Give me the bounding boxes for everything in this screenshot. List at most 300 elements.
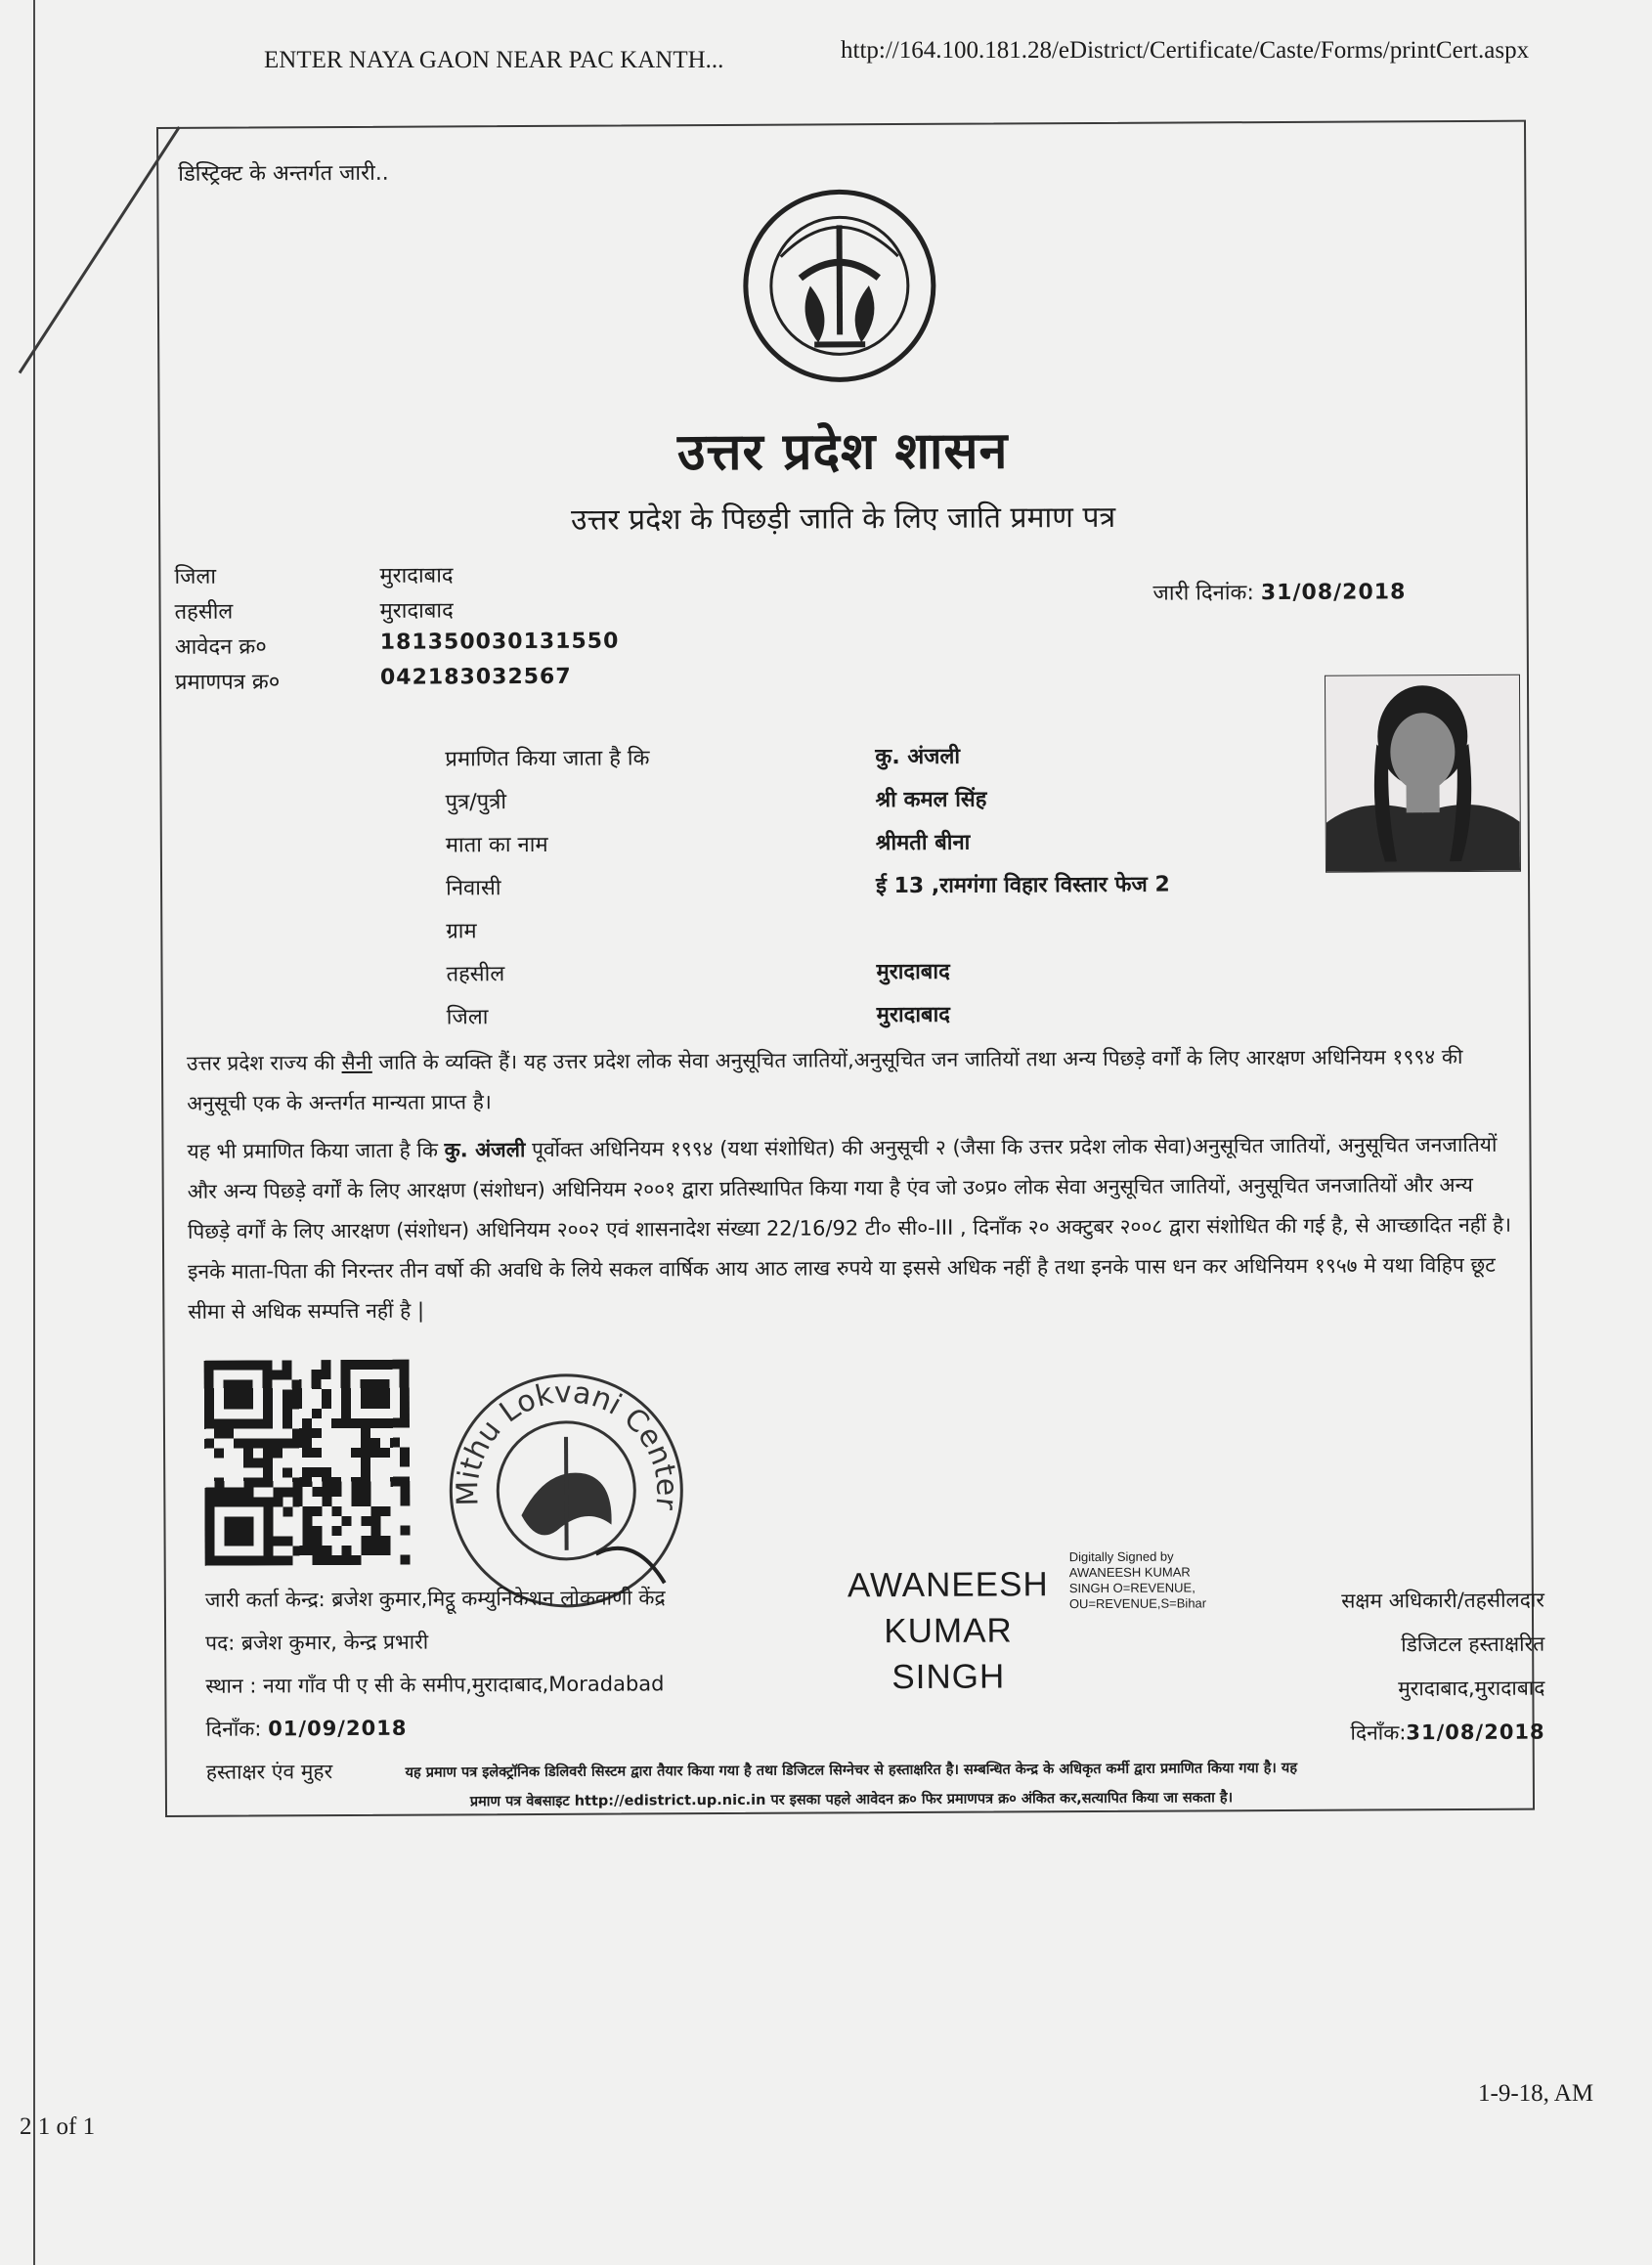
qr-module xyxy=(253,1418,263,1428)
qr-module xyxy=(214,1498,224,1507)
qr-module xyxy=(341,1370,351,1379)
qr-module xyxy=(263,1438,273,1448)
qr-module xyxy=(292,1428,302,1438)
qr-module xyxy=(205,1546,215,1556)
qr-module xyxy=(361,1428,370,1438)
qr-module xyxy=(283,1487,292,1497)
qr-module xyxy=(342,1555,352,1565)
qr-module xyxy=(224,1390,234,1400)
applicant-photo xyxy=(1325,675,1521,873)
qr-module xyxy=(234,1517,243,1527)
qr-module xyxy=(341,1418,351,1428)
qr-module xyxy=(253,1458,263,1467)
qr-module xyxy=(263,1467,273,1477)
qr-module xyxy=(400,1409,410,1418)
qr-module xyxy=(204,1498,214,1507)
qr-module xyxy=(243,1526,253,1536)
qr-module xyxy=(204,1371,214,1380)
certificate-subtitle: उत्तर प्रदेश के पिछड़ी जाति के लिए जाति प्रमाण पत्र xyxy=(571,500,1116,538)
qr-module xyxy=(401,1555,411,1565)
qr-module xyxy=(243,1390,253,1400)
qr-module xyxy=(400,1526,410,1536)
qr-module xyxy=(361,1516,370,1526)
qr-module xyxy=(253,1497,263,1506)
qr-module xyxy=(225,1537,235,1546)
qr-module xyxy=(283,1389,292,1399)
qr-module xyxy=(234,1439,243,1449)
qr-module xyxy=(263,1516,273,1526)
caste-name: सैनी xyxy=(341,1050,372,1075)
qr-module xyxy=(243,1380,253,1390)
qr-module xyxy=(243,1361,253,1371)
qr-module xyxy=(283,1360,292,1370)
qr-module xyxy=(263,1497,273,1506)
qr-module xyxy=(253,1477,263,1487)
notice-line[interactable]: प्रमाण पत्र वेबसाइट http://edistrict.up.nic.in पर इसका पहले आवेदन क्र० फिर प्रमाणपत्र क्र० अंकित कर,सत्यापित किया जा सकता है। xyxy=(469,1790,1234,1810)
authority-date-value: 31/08/2018 xyxy=(1406,1720,1545,1745)
meta-label: तहसील xyxy=(174,599,234,625)
qr-module xyxy=(313,1546,323,1555)
qr-module xyxy=(273,1497,283,1506)
qr-module xyxy=(322,1399,331,1409)
qr-module xyxy=(224,1429,234,1439)
qr-module xyxy=(263,1448,273,1458)
qr-module xyxy=(370,1438,380,1448)
qr-module xyxy=(380,1389,390,1399)
issuer-signature-label: हस्ताक्षर एंव मुहर xyxy=(205,1760,333,1784)
qr-module xyxy=(361,1487,370,1497)
qr-module xyxy=(341,1399,351,1409)
qr-module xyxy=(283,1409,292,1418)
detail-label: जिला xyxy=(446,1005,489,1030)
detail-label: माता का नाम xyxy=(445,832,548,858)
qr-module xyxy=(312,1409,322,1418)
certificate xyxy=(156,120,1545,1817)
qr-module xyxy=(322,1389,331,1399)
qr-module xyxy=(235,1537,244,1546)
para2-text: पूर्वोक्त अधिनियम १९९४ (यथा संशोधित) की अनुसूची २ (जैसा कि उत्तर प्रदेश लोक सेवा)अनुसूचित जातियों, अनुसूचित जनजातियों और अन्य पिछड़े वर्गों के लिए आरक्षण (संशोधन) अधिनियम २००१ द्वारा प्रतिस्थापित किया गया है एंव जो उ०प्र० लोक सेवा अनुसूचित जातियों, अनुसूचित जनजातियों और अन्य पिछड़े वर्गों के लिए आरक्षण (संशोधन) अधिनियम २००२ एवं शासनादेश संख्या 22/16/92 टी० सी०-III , दिनाँक २० अक्टुबर २००८ द्वारा संशोधित की गई है, से आच्छादित नहीं है।इनके माता-पिता की निरन्तर तीन वर्षो की अवधि के लिये सकल वार्षिक आय आठ लाख रुपये या इससे अधिक नहीं है तथा इनके पास धन कर अधिनियम १९५७ मे यथा विहिप छूट सीमा से अधिक सम्पत्ति नहीं है | xyxy=(187,1132,1512,1324)
digital-signature-details xyxy=(1069,1548,1265,1612)
detail-row-mother xyxy=(446,825,1228,868)
qr-module xyxy=(371,1536,381,1546)
qr-module xyxy=(361,1477,370,1487)
authority-place: मुरादाबाद,मुरादाबाद xyxy=(1398,1676,1545,1701)
qr-module xyxy=(224,1527,234,1537)
issuer-date-value: 01/09/2018 xyxy=(268,1716,408,1741)
application-number: 181350030131550 xyxy=(379,629,620,655)
qr-module xyxy=(341,1379,351,1389)
qr-module xyxy=(400,1487,410,1497)
digital-signature-line: SINGH O=REVENUE, xyxy=(1068,1580,1196,1596)
qr-module xyxy=(204,1517,214,1527)
qr-module xyxy=(312,1448,322,1458)
meta-row-district xyxy=(174,558,761,596)
qr-module xyxy=(400,1389,410,1399)
qr-module xyxy=(302,1526,312,1536)
qr-module xyxy=(243,1516,253,1526)
qr-module xyxy=(312,1506,322,1516)
qr-module xyxy=(312,1370,322,1379)
qr-module xyxy=(331,1506,341,1516)
qr-module xyxy=(331,1487,341,1497)
qr-module xyxy=(331,1526,341,1536)
detail-row-residence xyxy=(446,868,1228,911)
qr-module xyxy=(204,1419,214,1429)
detail-value: कु. अंजली xyxy=(875,744,961,770)
meta-label: आवेदन क्र० xyxy=(174,634,267,660)
qr-module xyxy=(361,1389,370,1399)
meta-row-certificate-no xyxy=(175,664,761,702)
caste-recognition-paragraph xyxy=(187,1037,1516,1124)
qr-module xyxy=(204,1400,214,1410)
qr-module xyxy=(263,1506,273,1516)
qr-module xyxy=(274,1555,283,1565)
qr-module xyxy=(254,1555,264,1565)
qr-module xyxy=(263,1477,273,1487)
qr-module xyxy=(312,1467,322,1477)
qr-module xyxy=(332,1555,342,1565)
qr-module xyxy=(204,1390,214,1400)
up-government-emblem-icon xyxy=(741,188,937,384)
qr-module xyxy=(302,1448,312,1458)
qr-module xyxy=(274,1536,283,1546)
qr-module xyxy=(243,1487,253,1497)
print-page-number: 2 1 of 1 xyxy=(20,2113,96,2140)
browser-header-url: http://164.100.181.28/eDistrict/Certificate/Caste/Forms/printCert.aspx xyxy=(841,37,1530,64)
qr-module xyxy=(341,1389,351,1399)
qr-module xyxy=(351,1477,361,1487)
qr-module xyxy=(214,1419,224,1429)
qr-module xyxy=(302,1418,312,1428)
qr-module xyxy=(253,1360,263,1370)
authority-title: सक्षम अधिकारी/तहसीलदार xyxy=(1341,1588,1544,1613)
qr-module xyxy=(400,1497,410,1506)
qr-module xyxy=(204,1410,214,1419)
qr-module xyxy=(302,1516,312,1526)
qr-module xyxy=(283,1418,292,1428)
qr-module xyxy=(283,1438,292,1448)
meta-label: जिला xyxy=(174,564,217,589)
qr-module xyxy=(224,1488,234,1498)
authority-signed: डिजिटल हस्ताक्षरित xyxy=(1401,1632,1545,1657)
qr-module xyxy=(302,1506,312,1516)
competent-authority-block xyxy=(1261,1579,1545,1757)
qr-module xyxy=(292,1487,302,1497)
detail-row-village xyxy=(446,911,1228,954)
qr-module xyxy=(214,1429,224,1439)
meta-row-application-no xyxy=(175,629,761,667)
qr-module xyxy=(351,1360,361,1370)
qr-module xyxy=(283,1399,292,1409)
certificate-title: उत्तर प्रदेश शासन xyxy=(676,420,1009,483)
qr-module xyxy=(273,1448,283,1458)
qr-module xyxy=(214,1478,224,1488)
qr-module xyxy=(234,1380,243,1390)
qr-module xyxy=(204,1507,214,1517)
qr-module xyxy=(400,1399,410,1409)
qr-module xyxy=(341,1409,351,1418)
detail-label: ग्राम xyxy=(446,919,477,944)
qr-module xyxy=(370,1360,380,1370)
qr-module xyxy=(292,1389,302,1399)
issuer-date xyxy=(205,1704,870,1751)
qr-module xyxy=(283,1370,292,1379)
qr-module xyxy=(204,1361,214,1371)
detail-value: मुरादाबाद xyxy=(876,959,950,985)
qr-module xyxy=(243,1438,253,1448)
qr-module xyxy=(243,1448,253,1458)
applicant-portrait-icon xyxy=(1326,675,1520,872)
qr-module xyxy=(390,1418,400,1428)
qr-module xyxy=(400,1477,410,1487)
digital-signer-name xyxy=(831,1561,1066,1700)
authority-date-label: दिनाँक: xyxy=(1350,1721,1407,1745)
qr-module xyxy=(362,1546,371,1555)
qr-module xyxy=(400,1370,410,1379)
signer-line: KUMAR xyxy=(884,1611,1013,1651)
page-edge xyxy=(33,0,35,2265)
qr-module xyxy=(370,1506,380,1516)
qr-module xyxy=(264,1555,274,1565)
qr-module xyxy=(380,1418,390,1428)
qr-module xyxy=(371,1546,381,1555)
qr-module xyxy=(263,1399,273,1409)
qr-module xyxy=(381,1536,391,1546)
applicant-name-inline: कु. अंजली xyxy=(444,1138,526,1162)
qr-module xyxy=(351,1448,361,1458)
qr-module xyxy=(234,1419,243,1429)
qr-module xyxy=(263,1526,273,1536)
detail-label: प्रमाणित किया जाता है कि xyxy=(445,746,650,772)
income-declaration-paragraph xyxy=(187,1125,1517,1332)
lokvani-center-seal xyxy=(439,1358,694,1613)
para1-text: उत्तर प्रदेश राज्य की xyxy=(186,1051,342,1075)
qr-module xyxy=(224,1517,234,1527)
qr-module xyxy=(234,1527,243,1537)
qr-module xyxy=(302,1477,312,1487)
qr-module xyxy=(244,1555,254,1565)
signer-line: AWANEESH xyxy=(847,1565,1049,1605)
qr-module xyxy=(370,1526,380,1536)
detail-label: तहसील xyxy=(446,962,505,987)
issuer-place: स्थान : नया गाँव पी ए सी के समीप,मुरादाबाद,Moradabad xyxy=(205,1672,665,1698)
qr-module xyxy=(370,1399,380,1409)
seal-text: Mithu Lokvani Center xyxy=(451,1375,684,1512)
qr-module xyxy=(263,1418,273,1428)
qr-module xyxy=(283,1536,293,1546)
qr-module xyxy=(380,1379,390,1389)
qr-module xyxy=(243,1419,253,1429)
qr-module xyxy=(293,1546,303,1555)
qr-module xyxy=(253,1438,263,1448)
qr-module xyxy=(234,1361,243,1371)
qr-module xyxy=(331,1418,341,1428)
qr-module xyxy=(283,1506,292,1516)
qr-module xyxy=(292,1379,302,1389)
para2-text: यह भी प्रमाणित किया जाता है कि xyxy=(187,1138,445,1163)
qr-module xyxy=(292,1399,302,1409)
qr-module xyxy=(292,1497,302,1506)
qr-module xyxy=(370,1389,380,1399)
issuer-post: पद: ब्रजेश कुमार, केन्द्र प्रभारी xyxy=(205,1630,429,1655)
qr-module xyxy=(214,1449,224,1459)
detail-value: श्रीमती बीना xyxy=(875,830,971,856)
qr-module xyxy=(264,1536,274,1546)
qr-module xyxy=(235,1556,244,1566)
qr-module xyxy=(341,1516,351,1526)
detail-label: निवासी xyxy=(446,876,501,901)
qr-module xyxy=(244,1536,254,1546)
qr-module xyxy=(214,1488,224,1498)
qr-module xyxy=(292,1477,302,1487)
qr-module xyxy=(342,1546,352,1555)
qr-module xyxy=(322,1370,331,1379)
qr-module xyxy=(400,1418,410,1428)
qr-module xyxy=(351,1497,361,1506)
detail-row-district xyxy=(447,997,1229,1040)
authority-date xyxy=(1262,1711,1545,1757)
qr-module xyxy=(312,1428,322,1438)
qr-module xyxy=(204,1380,214,1390)
qr-module xyxy=(361,1467,370,1477)
qr-module xyxy=(380,1399,390,1409)
qr-module xyxy=(370,1379,380,1389)
qr-module xyxy=(263,1389,273,1399)
qr-module xyxy=(205,1556,215,1566)
qr-module xyxy=(380,1506,390,1516)
qr-module xyxy=(370,1418,380,1428)
qr-module xyxy=(273,1487,283,1497)
detail-value: ई 13 ,रामगंगा विहार विस्तार फेज 2 xyxy=(876,872,1170,899)
qr-module xyxy=(312,1526,322,1536)
qr-module xyxy=(243,1497,253,1506)
qr-module xyxy=(263,1370,273,1379)
qr-module xyxy=(283,1555,293,1565)
qr-module xyxy=(323,1555,332,1565)
qr-module xyxy=(292,1438,302,1448)
issuing-center: जारी कर्ता केन्द्र: ब्रजेश कुमार,मिट्ठू कम्युनिकेशन लोकवाणी केंद्र xyxy=(204,1586,666,1612)
qr-module xyxy=(224,1361,234,1371)
qr-module xyxy=(400,1448,410,1458)
detail-row-tehsil xyxy=(446,954,1228,997)
qr-module xyxy=(204,1488,214,1498)
qr-module xyxy=(381,1546,391,1555)
qr-module xyxy=(243,1400,253,1410)
qr-module xyxy=(312,1379,322,1389)
certificate-number: 042183032567 xyxy=(379,664,572,690)
qr-code-icon[interactable] xyxy=(204,1360,411,1566)
qr-module xyxy=(264,1546,274,1555)
qr-module xyxy=(302,1467,312,1477)
qr-module xyxy=(225,1556,235,1566)
qr-module xyxy=(273,1438,283,1448)
qr-module xyxy=(361,1438,370,1448)
qr-module xyxy=(243,1477,253,1487)
qr-module xyxy=(302,1438,312,1448)
qr-module xyxy=(204,1527,214,1537)
qr-module xyxy=(224,1380,234,1390)
qr-module xyxy=(322,1477,331,1487)
qr-module xyxy=(361,1458,370,1467)
qr-module xyxy=(234,1390,243,1400)
qr-module xyxy=(351,1487,361,1497)
qr-module xyxy=(351,1418,361,1428)
qr-module xyxy=(303,1536,313,1546)
digital-signature-line: AWANEESH KUMAR xyxy=(1068,1564,1191,1581)
notice-line: यह प्रमाण पत्र इलेक्ट्रॉनिक डिलिवरी सिस्टम द्वारा तैयार किया गया है तथा डिजिटल सिग्नेचर से हस्ताक्षरित है। सम्बन्धित केन्द्र के अधिकृत कर्मी द्वारा प्रमाणित किया गया है। यह xyxy=(405,1760,1298,1781)
qr-module xyxy=(370,1448,380,1458)
qr-module xyxy=(361,1399,370,1409)
qr-module xyxy=(361,1418,370,1428)
meta-value: मुरादाबाद xyxy=(379,598,454,624)
qr-module xyxy=(380,1448,390,1458)
qr-module xyxy=(322,1487,331,1497)
qr-module xyxy=(323,1546,332,1555)
qr-module xyxy=(331,1477,341,1487)
qr-module xyxy=(204,1439,214,1449)
detail-value: श्री कमल सिंह xyxy=(875,787,987,813)
qr-module xyxy=(224,1419,234,1429)
qr-module xyxy=(215,1556,225,1566)
qr-module xyxy=(313,1536,323,1546)
issue-date-value: 31/08/2018 xyxy=(1260,580,1407,606)
detail-label: पुत्र/पुत्री xyxy=(445,790,507,815)
qr-module xyxy=(322,1467,331,1477)
qr-module xyxy=(380,1360,390,1370)
qr-module xyxy=(361,1497,370,1506)
qr-module xyxy=(370,1516,380,1526)
qr-module xyxy=(214,1361,224,1371)
qr-module xyxy=(234,1498,243,1507)
signer-line: SINGH xyxy=(891,1657,1006,1697)
qr-module xyxy=(352,1555,362,1565)
verification-notice xyxy=(177,1753,1526,1818)
qr-module xyxy=(224,1400,234,1410)
digital-signature-line: Digitally Signed by xyxy=(1068,1548,1174,1565)
issue-date-label: जारी दिनांक: xyxy=(1152,581,1254,606)
qr-module xyxy=(341,1360,351,1370)
qr-module xyxy=(302,1428,312,1438)
qr-module xyxy=(234,1400,243,1410)
qr-module xyxy=(361,1379,370,1389)
qr-module xyxy=(263,1409,273,1418)
qr-module xyxy=(263,1458,273,1467)
qr-module xyxy=(312,1487,322,1497)
meta-label: प्रमाणपत्र क्र० xyxy=(174,670,281,695)
issued-under-text: डिस्ट्रिक्ट के अन्तर्गत जारी.. xyxy=(178,160,389,187)
qr-module xyxy=(400,1360,410,1370)
detail-value: मुरादाबाद xyxy=(876,1002,951,1028)
issuer-date-label: दिनाँक: xyxy=(205,1717,262,1741)
qr-module xyxy=(263,1360,273,1370)
issue-date xyxy=(1152,576,1406,606)
detail-row-name xyxy=(445,739,1227,782)
qr-module xyxy=(362,1536,371,1546)
meta-value: मुरादाबाद xyxy=(379,563,454,588)
qr-module xyxy=(303,1546,313,1555)
meta-row-tehsil xyxy=(175,593,761,632)
qr-module xyxy=(390,1477,400,1487)
print-timestamp: 1-9-18, AM xyxy=(1478,2080,1594,2107)
qr-module xyxy=(390,1360,400,1370)
qr-module xyxy=(313,1555,323,1565)
qr-module xyxy=(234,1488,243,1498)
qr-module xyxy=(400,1458,410,1467)
qr-module xyxy=(263,1379,273,1389)
qr-module xyxy=(390,1438,400,1448)
digital-signature-line: OU=REVENUE,S=Bihar xyxy=(1068,1595,1207,1612)
qr-module xyxy=(243,1458,253,1467)
